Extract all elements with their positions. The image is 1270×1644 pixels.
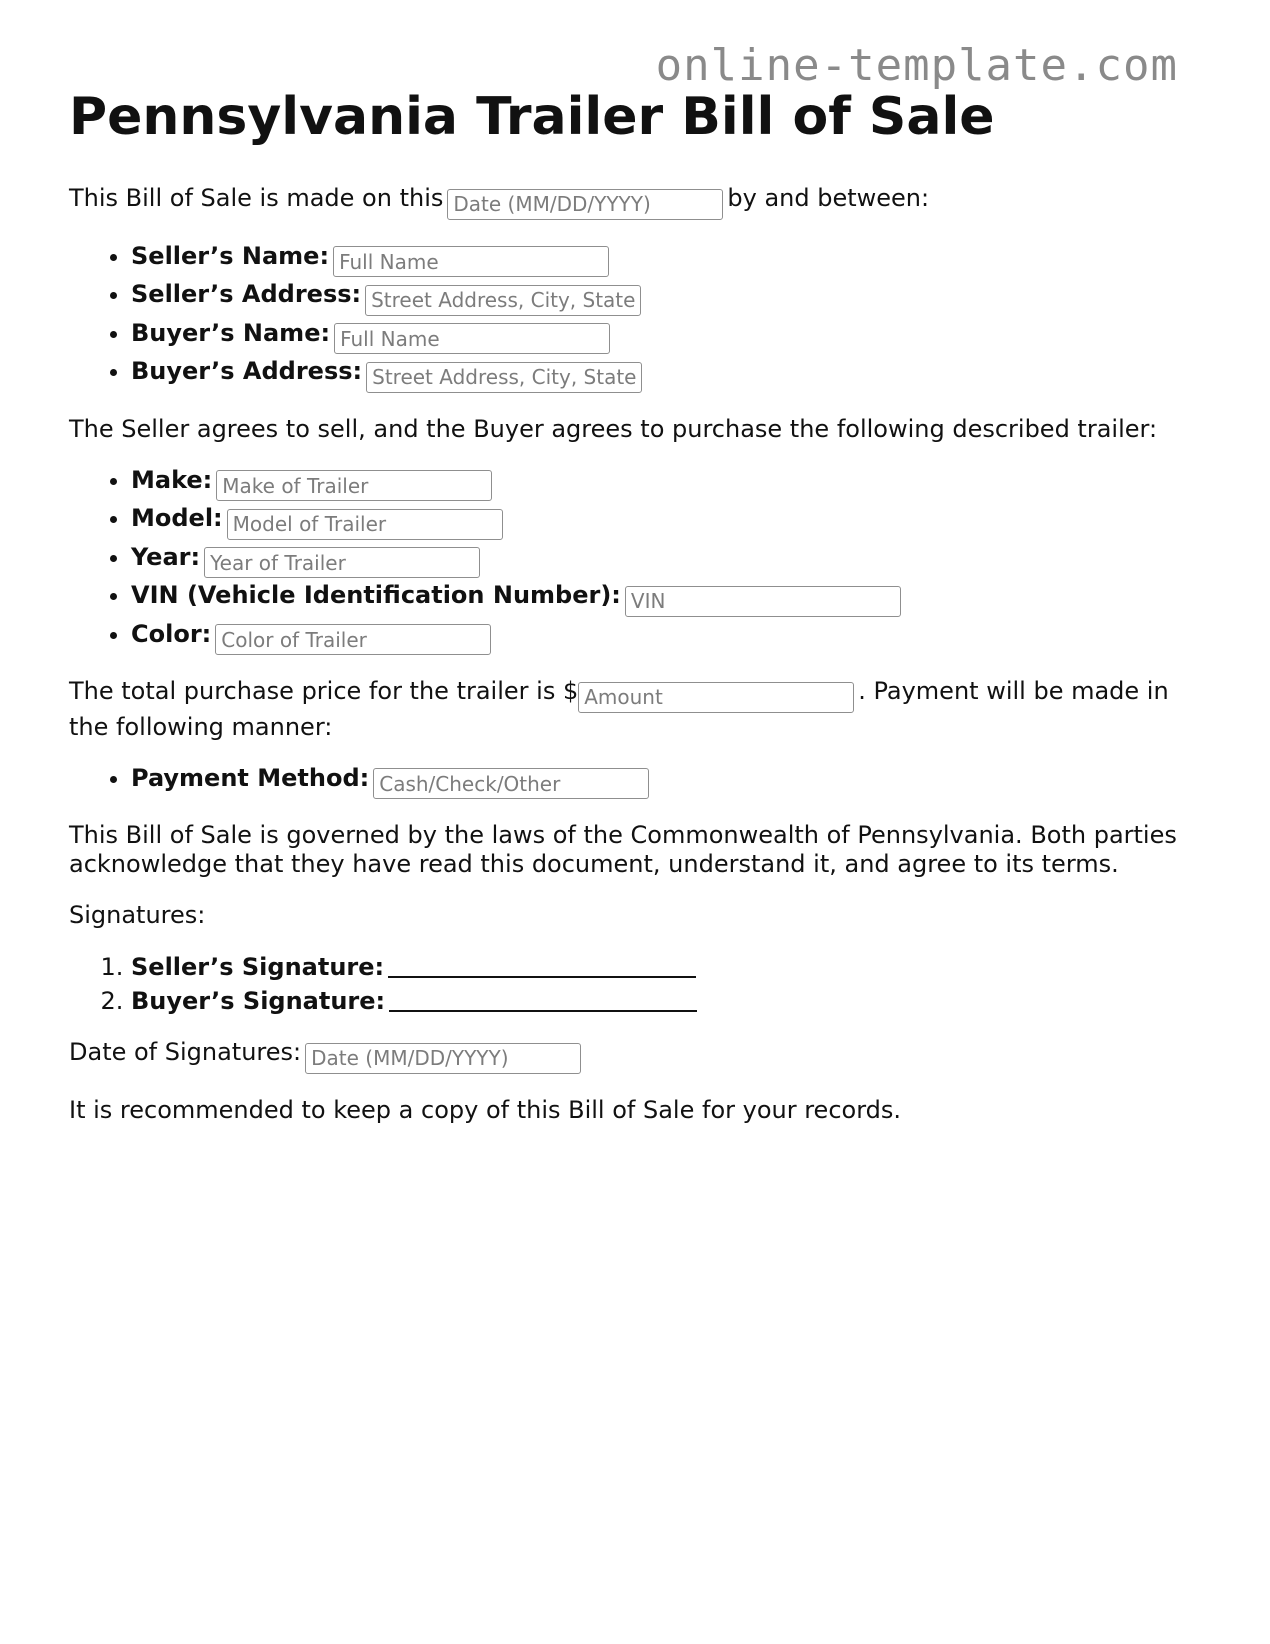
model-input[interactable] [227,509,503,540]
price-text-before: The total purchase price for the trailer is $ [69,677,579,705]
governing-law-paragraph: This Bill of Sale is governed by the laws of the Commonwealth of Pennsylvania. Both parties acknowledge that they have read this document, understand it, and agree to its terms. [69,821,1177,878]
seller-address-input[interactable] [365,285,641,316]
buyer-name-input[interactable] [334,323,610,354]
buyer-address-input[interactable] [366,362,642,393]
color-label: Color: [131,619,212,648]
list-item-year [131,543,1209,579]
signatures-list [69,952,1209,1016]
amount-input[interactable] [578,682,854,713]
buyer-signature-label: Buyer’s Signature: [131,986,386,1015]
payment-method-label: Payment Method: [131,763,370,792]
payment-list [69,764,1209,800]
seller-name-input[interactable] [333,246,609,277]
price-text-after: . Payment will be made in the following manner: [69,677,1169,741]
agreement-paragraph: The Seller agrees to sell, and the Buyer agrees to purchase the following described trailer: [69,414,1158,443]
color-input[interactable] [215,624,491,655]
vin-label: VIN (Vehicle Identification Number): [131,581,621,609]
signature-date-input[interactable] [305,1043,581,1074]
list-item-buyer-name [131,319,1209,355]
list-item-seller-signature [131,952,1209,983]
list-item-buyer-signature [131,986,1209,1017]
intro-text-after: by and between: [727,184,930,212]
signature-date-paragraph [69,1038,1209,1074]
seller-address-label: Seller’s Address: [131,280,362,308]
bill-of-sale-document [69,84,1209,1147]
buyer-address-label: Buyer’s Address: [131,357,363,385]
list-item-buyer-address [131,357,1209,393]
year-label: Year: [131,542,201,571]
intro-paragraph [69,184,1209,220]
list-item-make [131,466,1209,502]
payment-method-input[interactable] [373,768,649,799]
seller-signature-line[interactable] [388,952,696,978]
list-item-color [131,620,1209,656]
buyer-name-label: Buyer’s Name: [131,318,331,347]
price-paragraph [69,677,1209,742]
list-item-seller-name [131,242,1209,278]
buyer-signature-line[interactable] [389,986,697,1012]
signatures-heading: Signatures: [69,901,206,929]
trailer-details-list [69,466,1209,656]
parties-list [69,242,1209,393]
intro-text-before: This Bill of Sale is made on this [69,184,444,212]
signature-date-label: Date of Signatures: [69,1038,302,1066]
vin-input[interactable] [625,586,901,617]
closing-paragraph: It is recommended to keep a copy of this Bill of Sale for your records. [69,1095,902,1124]
list-item-vin [131,581,1209,617]
seller-name-label: Seller’s Name: [131,241,330,270]
page-title: Pennsylvania Trailer Bill of Sale [69,87,995,147]
year-input[interactable] [204,547,480,578]
list-item-seller-address [131,280,1209,316]
make-label: Make: [131,465,213,494]
seller-signature-label: Seller’s Signature: [131,953,385,981]
watermark: online-template.com [655,40,1178,91]
list-item-payment-method [131,764,1209,800]
model-label: Model: [131,504,223,532]
sale-date-input[interactable] [447,189,723,220]
make-input[interactable] [216,470,492,501]
list-item-model [131,504,1209,540]
